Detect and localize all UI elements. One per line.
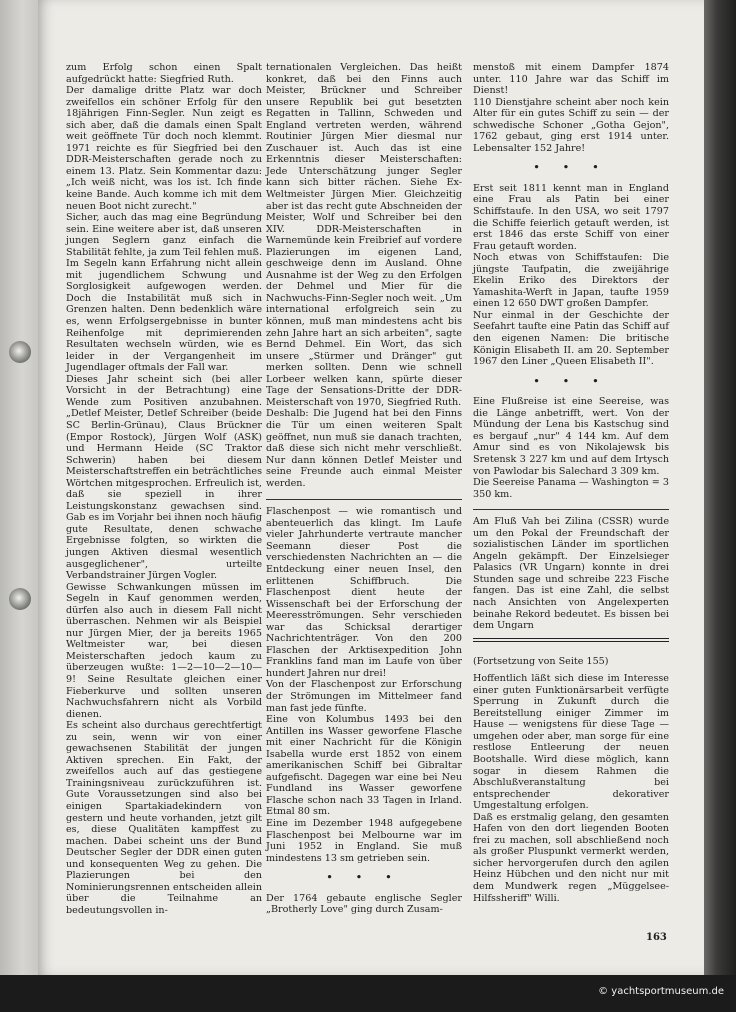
column-middle bbox=[266, 62, 462, 916]
paragraph: Daß es erstmalig gelang, den gesamten Hafen von den dort liegenden Booten frei zu machen, soll abschließend noch als großer Pluspunkt vermerkt werden, sicher hervorgerufen durch den agilen Heinz Hübchen und den nicht nur mit dem Mundwerk regen „Müggelsee-Hilfssheriff" Willi. bbox=[473, 811, 669, 904]
stars-separator: • • • bbox=[533, 162, 609, 174]
paragraph: Dieses Jahr scheint sich (bei aller Vorsicht in der Betrachtung) eine Wende zum Positiven anzubahnen. „Detlef Meister, Detlef Schreiber (beide SC Berlin-Grünau), Claus Brückner (Empor Rostock), Jürgen Wolf (ASK) und Hermann Heide (SC Traktor Schwerin) haben bei diesem Meisterschaftstreffen ein beträchtliches Wörtchen mitgesprochen. Erfreulich ist, daß sie speziell in ihrer Leistungskonstanz gewachsen sind. Gab es im Vorjahr bei ihnen noch häufig gute Resultate, denen schwache Ergebnisse folgten, so wirkten die jungen Aktiven diesmal wesentlich ausgeglichener", urteilte Verbandstrainer Jürgen Vogler. bbox=[66, 373, 262, 582]
paragraph: Von der Flaschenpost zur Erforschung der Strömungen im Mittelmeer fand man fast jede fünfte. bbox=[266, 679, 462, 714]
section-divider bbox=[473, 509, 669, 510]
paragraph: Flaschenpost — wie romantisch und abenteuerlich das klingt. Im Laufe vieler Jahrhunderte vertraute mancher Seemann dieser Post die verschiedensten Nachrichten an — die Entdeckung einer neuen Insel, den erlittenen Schiffbruch. Die Flaschenpost dient heute der Wissenschaft bei der Erforschung der Meeresströmungen. Sehr verschieden war das Schicksal derartiger Nachrichtenträger. Von den 200 Flaschen der Arktisexpedition John Franklins fand man im Laufe von über hundert Jahren nur drei! bbox=[266, 506, 462, 679]
copyright-credit: © yachtsportmuseum.de bbox=[598, 986, 724, 997]
paragraph: zum Erfolg schon einen Spalt aufgedrückt hatte: Siegfried Ruth. bbox=[66, 62, 262, 85]
page-number: 163 bbox=[646, 932, 667, 943]
paragraph: Erst seit 1811 kennt man in England eine Frau als Patin bei einer Schiffstaufe. In den USA, wo seit 1797 die Schiffe feierlich getauft werden, ist erst 1846 das erste Schiff von einer Frau getauft worden. bbox=[473, 182, 669, 252]
paragraph: Eine Flußreise ist eine Seereise, was die Länge anbetrifft, wert. Von der Mündung der Lena bis Kastschug sind es bergauf „nur" 4 144 km. Auf dem Amur sind es von Nikolajewsk bis Sretensk 3 227 km und auf dem Irtysch von Pawlodar bis Salechard 3 309 km. bbox=[473, 396, 669, 477]
column-right bbox=[473, 62, 669, 904]
paragraph: Der damalige dritte Platz war doch zweifellos ein schöner Erfolg für den 18jährigen Finn-Segler. Nun zeigt es sich aber, daß die damals einen Spalt weit geöffnete Tür doch noch klemmt. 1971 reichte es für Siegfried bei den DDR-Meisterschaften gerade noch zu einem 13. Platz. Sein Kommentar dazu: „Ich weiß nicht, was los ist. Ich finde keine Bande. Auch komme ich mit dem neuen Boot nicht zurecht." bbox=[66, 85, 262, 212]
paragraph: 110 Dienstjahre scheint aber noch kein Alter für ein gutes Schiff zu sein — der schwedische Schoner „Gotha Gejon", 1762 gebaut, ging erst 1914 unter. Lebensalter 152 Jahre! bbox=[473, 96, 669, 154]
paragraph: Gewisse Schwankungen müssen im Segeln in Kauf genommen werden, dürfen also auch in diesem Fall nicht überraschen. Nehmen wir als Beispiel nur Jürgen Mier, der ja bereits 1965 Weltmeister war, bei diesen Meisterschaften jedoch kaum zu überzeugen wußte: 1—2—10—2—10—9! Seine Resultate gleichen einer Fieberkurve und sollten unseren Nachwuchsfahrern nicht als Vorbild dienen. bbox=[66, 581, 262, 720]
paragraph: Hoffentlich läßt sich diese im Interesse einer guten Funktionärsarbeit verfügte Sperrung in Zukunft durch die Bereitstellung einiger Zimmer im Hause — wenigstens für diese Tage — umgehen oder aber, man sorge für eine restlose Entleerung der neuen Bootshalle. Wird diese möglich, kann sogar in diesem Rahmen die Abschlußveranstaltung bei entsprechender dekorativer Umgestaltung erfolgen. bbox=[473, 673, 669, 812]
double-rule bbox=[473, 638, 669, 642]
column-left bbox=[66, 62, 262, 916]
punch-hole-upper bbox=[9, 341, 31, 363]
paragraph: Es scheint also durchaus gerechtfertigt zu sein, wenn wir von einer gewachsenen Stabilität der jungen Aktiven sprechen. Ein Fakt, der zweifellos auch auf das gestiegene Trainingsniveau zurückzuführen ist. Gute Voraussetzungen sind also bei einigen Spartakiadekindern von gestern und heute vorhanden, jetzt gilt es, diese Qualitäten kampffest zu machen. Dabei scheint uns der Bund Deutscher Segler der DDR einen guten und konsequenten Weg zu gehen. Die Plazierungen bei den Nominierungsrennen entscheiden allein über die Teilnahme an bedeutungsvollen in- bbox=[66, 720, 262, 916]
paragraph: Sicher, auch das mag eine Begründung sein. Eine weitere aber ist, daß unseren jungen Seglern ganz einfach die Stabilität fehlte, ja zum Teil fehlen muß. Im Segeln kann Erfahrung nicht allein mit jugendlichem Schwung und Sorglosigkeit aufgewogen werden. Doch die Instabilität muß sich in Grenzen halten. Denn bedenklich wäre es, wenn Erfolgsergebnisse in bunter Reihenfolge mit deprimierenden Resultaten wechseln würden, wie es leider in der Vergangenheit im Jugendlager oftmals der Fall war. bbox=[66, 212, 262, 374]
bleed-through-text bbox=[227, 0, 559, 66]
paragraph: Noch etwas von Schiffstaufen: Die jüngste Taufpatin, die zweijährige Ekelin Eriko des Direktors der Yamashita-Werft in Japan, taufte 1959 einen 12 650 DWT großen Dampfer. bbox=[473, 252, 669, 310]
paragraph: Die Seereise Panama — Washington = 3 350 km. bbox=[473, 477, 669, 500]
book-spine bbox=[704, 0, 736, 975]
paragraph: Am Fluß Vah bei Zilina (CSSR) wurde um den Pokal der Freundschaft der sozialistischen Länder im sportlichen Angeln gekämpft. Der Einzelsieger Palasics (VR Ungarn) konnte in drei Stunden sage und schreibe 223 Fische fangen. Das ist eine Zahl, die selbst nach Ansichten von Angelexperten beinahe Rekord bedeutet. Es bissen bei dem Ungarn bbox=[473, 516, 669, 632]
paragraph: ternationalen Vergleichen. Das heißt konkret, daß bei den Finns auch Meister, Brückner und Schreiber unsere Republik bei gut besetzten Regatten in Tallinn, Schweden und England vertreten werden, während Routinier Jürgen Mier diesmal nur Zuschauer ist. Auch das ist eine Erkenntnis dieser Meisterschaften: Jede Unterschätzung junger Segler kann sich bitter rächen. Siehe Ex-Weltmeister Jürgen Mier. Gleichzeitig aber ist das recht gute Abschneiden der Meister, Wolf und Schreiber bei den XIV. DDR-Meisterschaften in Warnemünde kein Freibrief auf vordere Plazierungen im eigenen Land, geschweige denn im Ausland. Ohne Ausnahme ist der Weg zu den Erfolgen der Dehmel und Mier für die Nachwuchs-Finn-Segler noch weit. „Um international erfolgreich sein zu können, muß man mindestens acht bis zehn Jahre hart an sich arbeiten", sagte Bernd Dehmel. Ein Wort, das sich unsere „Stürmer und Dränger" gut merken sollten. Denn wie schnell Lorbeer welken kann, spürte dieser Tage der Sensations-Dritte der DDR-Meisterschaft von 1970, Siegfried Ruth. bbox=[266, 62, 462, 408]
stars-separator: • • • bbox=[533, 375, 609, 387]
paragraph: menstoß mit einem Dampfer 1874 unter. 110 Jahre war das Schiff im Dienst! bbox=[473, 62, 669, 97]
paragraph: Eine von Kolumbus 1493 bei den Antillen ins Wasser geworfene Flasche mit einer Nachricht für die Königin Isabella wurde erst 1852 von einem amerikanischen Schiff bei Gibraltar aufgefischt. Dagegen war eine bei Neu Fundland ins Wasser geworfene Flasche schon nach 33 Tagen in Irland. Etmal 80 sm. bbox=[266, 714, 462, 818]
paragraph: Deshalb: Die Jugend hat bei den Finns die Tür um einen weiteren Spalt geöffnet, nun muß sie danach trachten, daß diese sich nicht mehr verschließt. Nur dann können Detlef Meister und seine Freunde auch einmal Meister werden. bbox=[266, 408, 462, 489]
section-divider bbox=[266, 499, 462, 500]
stars-separator: • • • bbox=[326, 872, 402, 884]
binder-edge bbox=[0, 0, 40, 975]
paragraph: Eine im Dezember 1948 aufgegebene Flaschenpost bei Melbourne war im Juni 1952 in England. Sie muß mindestens 13 sm getrieben sein. bbox=[266, 818, 462, 864]
paragraph: Nur einmal in der Geschichte der Seefahrt taufte eine Patin das Schiff auf den eigenen Namen: Die britische Königin Elisabeth II. am 20. September 1967 den Liner „Queen Elisabeth II". bbox=[473, 309, 669, 368]
punch-hole-lower bbox=[9, 588, 31, 610]
continuation-note: (Fortsetzung von Seite 155) bbox=[473, 655, 609, 667]
paragraph: Der 1764 gebaute englische Segler „Brotherly Love" ging durch Zusam- bbox=[266, 892, 462, 916]
